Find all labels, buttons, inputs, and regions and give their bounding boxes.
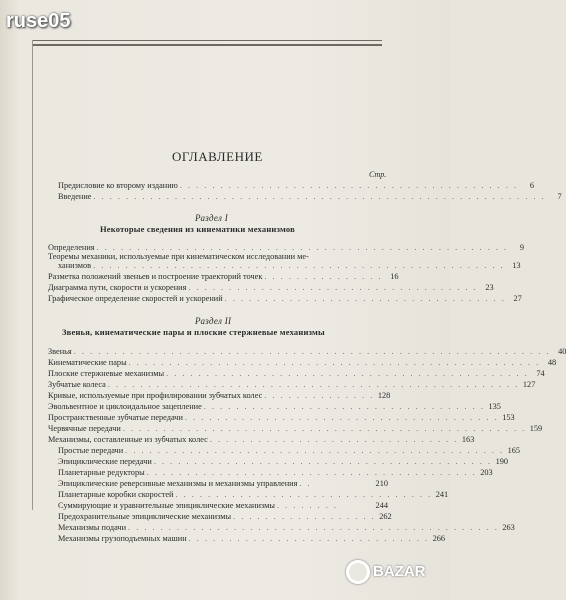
leader-dots: . . . . . . . . . . . . . . . . . . . . . . . . . . . . . . . . . . . . . . . . . . . . . . . . . . . . . . . . . . . [73, 347, 551, 356]
leader-dots: . . . . . . . . . . . . . . . . . . . . . . . . . . . . . . . . . . . . . . . . . . . . . . . . . . . [93, 261, 505, 270]
toc-entry-page: 74 [536, 369, 545, 378]
leader-dots: . . . . . . . . . . . . . . . . . . . . . . . . . . . . . . . . . . . [224, 294, 506, 303]
toc-entry [48, 391, 391, 401]
toc-entry [58, 490, 449, 500]
toc-entry-page: 165 [507, 446, 521, 455]
toc-entry-page: 6 [529, 181, 535, 190]
toc-entry-page: 241 [435, 490, 449, 499]
toc-entry-label: Червячные передачи [48, 424, 121, 433]
toc-entry-label: Эпициклические реверсивные механизмы и механизмы управления [58, 479, 298, 488]
toc-entry [58, 479, 388, 489]
toc-entry-label: Эпициклические передачи [58, 457, 152, 466]
margin-rule [32, 40, 33, 510]
toc-entry [48, 402, 501, 412]
toc-entry-page: 153 [502, 413, 515, 422]
toc-entry [58, 523, 515, 533]
toc-entry-label: Простые передачи [58, 446, 124, 455]
toc-entry [58, 468, 493, 478]
toc-entry-page: 23 [485, 283, 494, 292]
bazar-logo-icon [346, 560, 370, 584]
toc-entry-page: 27 [513, 294, 522, 303]
toc-entry [58, 192, 562, 202]
top-rule-double [32, 44, 382, 46]
toc-entry [48, 272, 399, 282]
leader-dots: . . . . . . . . . . . . . . . . . . . . . . . . . . . . . . . . . . . . . . . . . . . . . . [128, 523, 499, 532]
toc-entry-label: Предохранительные эпициклические механизмы [58, 512, 232, 521]
leader-dots: . . . . . . . . . . . . . . . . . . . . . . . . . . . . . . . . . . . . . . . [184, 413, 499, 422]
leader-dots: . . . . . . . . . . . . . . . . . . . . . . . . . . . . . . . . . . . . . . . . . . . . . [166, 369, 529, 378]
leader-dots: . . . . . . . . . . . . . . . . . . . . . . . . . . . . . . . . . . . . [188, 283, 478, 292]
leader-dots: . . . . . . . . . . . . . . . . . . . . . . . . . . . . . . . . . . . . . . . . . [146, 468, 477, 477]
toc-entry [58, 534, 446, 544]
toc-entry [48, 435, 475, 445]
leader-dots: . . [299, 479, 312, 488]
toc-entry-label: Кинематические пары [48, 358, 127, 367]
leader-dots: . . . . . . . . . . . . . . . . . . . . . . . . . . . . . . . . . . . . . . . . . . . . . . . [125, 446, 505, 455]
toc-entry-page: 16 [390, 272, 399, 281]
toc-entry [58, 181, 535, 191]
leader-dots: . . . . . . . . . . . . . . . . . . . . . . . . . . . . . . . . [175, 490, 433, 499]
toc-entry [48, 424, 543, 434]
toc-entry [58, 501, 388, 511]
toc-entry-label: Планетарные редукторы [58, 468, 145, 477]
watermark-bottom-text: BAZAR [373, 562, 426, 580]
toc-entry-label: Планетарные коробки скоростей [58, 490, 174, 499]
leader-dots: . . . . . . . . . . . . . . . . . . . . . . . . . . . . . . . [209, 435, 459, 444]
toc-entry-page: 203 [480, 468, 493, 477]
leader-dots: . . . . . . . . . . . . . . . . . . . . . . . . . . . . . . . . . . . . . . . . . . [179, 181, 519, 190]
toc-entry-page: 135 [488, 402, 501, 411]
toc-entry [48, 283, 494, 293]
page-title: ОГЛАВЛЕНИЕ [172, 149, 263, 164]
toc-entry-label: Звенья [48, 347, 72, 356]
leader-dots: . . . . . . . . . . . . . . [264, 391, 375, 400]
toc-entry-page: 263 [502, 523, 515, 532]
leader-dots: . . . . . . . . [276, 501, 339, 510]
toc-entry-label: Эвольвентное и циклоидальное зацепление [48, 402, 202, 411]
toc-entry-page: 48 [547, 358, 557, 367]
toc-entry-page: 163 [461, 435, 475, 444]
toc-entry [58, 457, 509, 467]
toc-entry [48, 347, 566, 357]
toc-entry-page: 244 [375, 501, 388, 510]
toc-entry-line1: Теоремы механики, используемые при кинематическом исследовании ме- [48, 252, 309, 261]
toc-entry-page: 266 [432, 534, 446, 543]
toc-entry-label: Механизмы грузоподъемных машин [58, 534, 187, 543]
toc-entry-label: ханизмов [58, 261, 92, 270]
leader-dots: . . . . . . . . . . . . . . . . . . . . . . . . . . . . . . . . . . . . . . . . . . [153, 457, 493, 466]
leader-dots: . . . . . . . . . . . . . . . . . . . . . . . . . . . . . . . . . . . . . . . . . . . . . . . . . . [122, 424, 527, 433]
toc-entry [48, 294, 522, 304]
toc-entry [58, 512, 392, 522]
leader-dots: . . . . . . . . . . . . . . . . . . [233, 512, 376, 521]
toc-entry-page: 159 [529, 424, 543, 433]
toc-entry-page: 40 [558, 347, 566, 356]
toc-entry-label: Предисловие ко второму изданию [58, 181, 178, 190]
toc-entry-page: 210 [375, 479, 388, 488]
section-title: Звенья, кинематические пары и плоские стержневые механизмы [62, 327, 325, 337]
toc-entry-page: 127 [522, 380, 536, 389]
section-title: Некоторые сведения из кинематики механизмов [100, 224, 295, 234]
toc-entry [48, 380, 536, 390]
toc-entry-label: Пространственные зубчатые передачи [48, 413, 183, 422]
toc-entry-label: Кривые, используемые при профилировании зубчатых колес [48, 391, 263, 400]
toc-entry [58, 261, 521, 271]
section-heading: Раздел I [195, 213, 229, 223]
top-rule [32, 40, 382, 41]
toc-entry-page: 13 [512, 261, 521, 270]
leader-dots: . . . . . . . . . . . . . . . . . . . . . . . . . . . . . . [188, 534, 430, 543]
watermark-top: ruse05 [6, 10, 71, 32]
toc-entry-page: 190 [495, 457, 509, 466]
page-column-header: Стр. [369, 170, 387, 179]
toc-entry [48, 369, 545, 379]
toc-entry [48, 413, 515, 423]
toc-entry-page: 7 [557, 192, 562, 201]
leader-dots: . . . . . . . . . . . . . . . [264, 272, 383, 281]
toc-entry-label: Зубчатые колеса [48, 380, 106, 389]
toc-entry-label: Механизмы подачи [58, 523, 127, 532]
leader-dots: . . . . . . . . . . . . . . . . . . . . . . . . . . . . . . . . . . . . . . . . . . . . . . . . . . . [107, 380, 520, 389]
toc-entry-label: Механизмы, составленные из зубчатых колес [48, 435, 208, 444]
leader-dots: . . . . . . . . . . . . . . . . . . . . . . . . . . . . . . . . . . . . . . . . . . . . . . . . . . . [96, 243, 509, 252]
toc-entry-page: 128 [377, 391, 391, 400]
toc-entry [48, 358, 557, 368]
toc-entry [58, 446, 521, 456]
leader-dots: . . . . . . . . . . . . . . . . . . . . . . . . . . . . . . . . . . . . . . . . . . . . . . . . . . . [128, 358, 541, 367]
toc-entry-label: Плоские стержневые механизмы [48, 369, 165, 378]
leader-dots: . . . . . . . . . . . . . . . . . . . . . . . . . . . . . . . . . . . [203, 402, 485, 411]
toc-entry-page: 9 [519, 243, 525, 252]
section-heading: Раздел II [195, 316, 232, 326]
toc-entry-page: 262 [379, 512, 392, 521]
watermark-bottom [346, 560, 426, 584]
toc-entry-label: Суммирующие и уравнительные эпициклические механизмы [58, 501, 275, 510]
toc-entry-label: Диаграмма пути, скорости и ускорения [48, 283, 187, 292]
toc-entry-label: Графическое определение скоростей и ускорений [48, 294, 223, 303]
toc-entry-label: Разметка положений звеньев и построение траекторий точек [48, 272, 263, 281]
leader-dots: . . . . . . . . . . . . . . . . . . . . . . . . . . . . . . . . . . . . . . . . . . . . . . . . . . . . . . . . [93, 192, 546, 201]
toc-entry-label: Введение [58, 192, 92, 201]
toc-entry-label: Определения [48, 243, 95, 252]
